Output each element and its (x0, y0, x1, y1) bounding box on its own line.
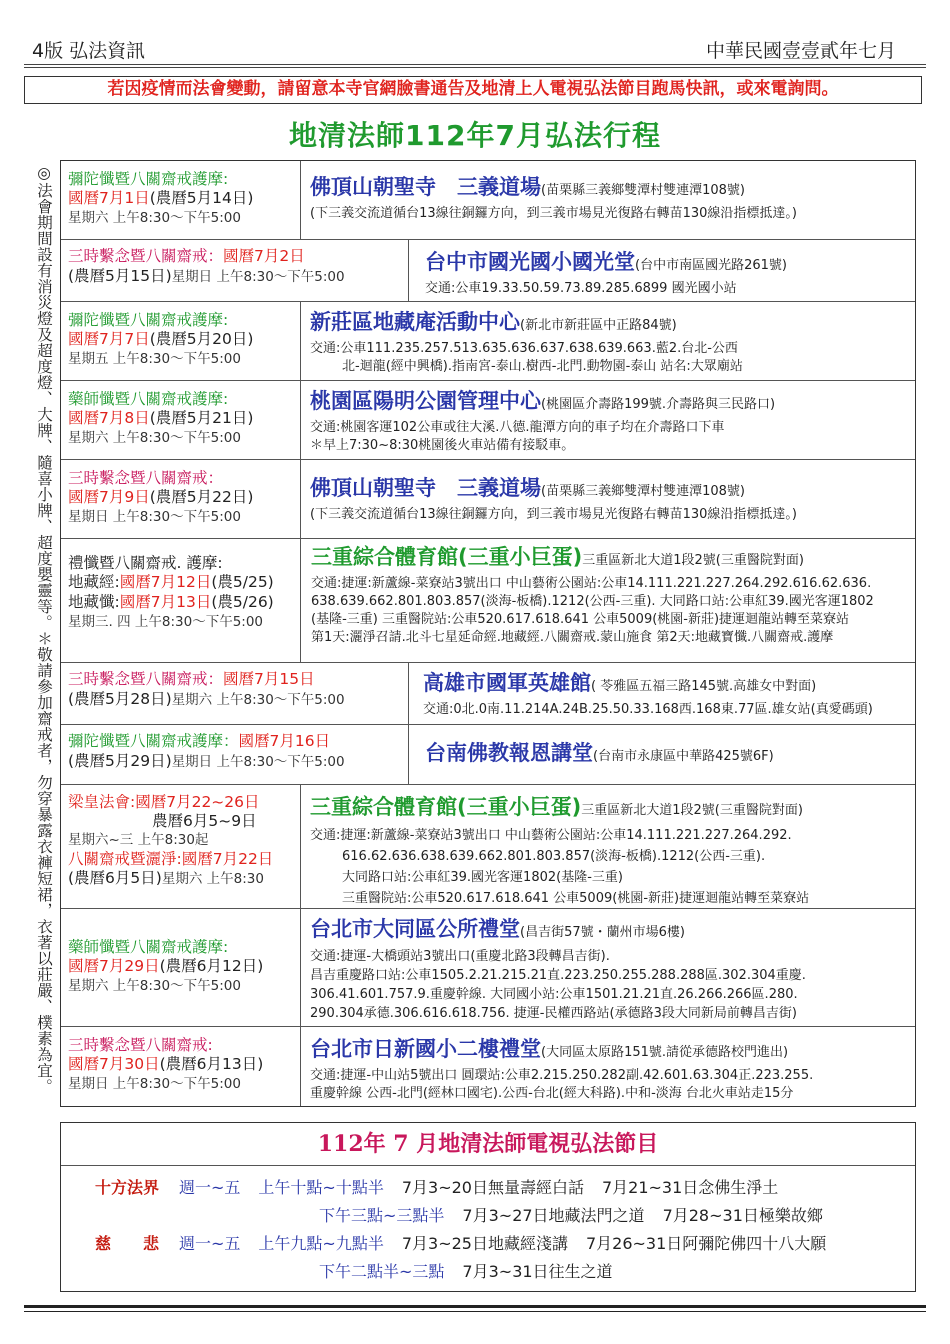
venue-name: 佛頂山朝聖寺 三義道場 (310, 175, 541, 199)
event-info (61, 663, 409, 724)
tv-days: 週一~五 (179, 1178, 241, 1197)
venue-address: (昌吉街57號・蘭州市場6樓) (520, 925, 685, 940)
event-label: 禮懺暨八關齋戒. 護摩: (68, 554, 223, 572)
tv-time: 上午九點~九點半 (258, 1234, 384, 1253)
venue-address: (苗栗縣三義鄉雙潭村雙連潭108號) (541, 183, 745, 198)
schedule-row (61, 909, 915, 1027)
event-date: 國曆7月30日 (68, 1055, 160, 1073)
venue-address: 三重區新北大道1段2號(三重醫院對面) (582, 553, 804, 568)
venue-name: 桃園區陽明公園管理中心 (310, 389, 541, 413)
venue-info (301, 909, 915, 1026)
event-label: 彌陀懺暨八關齋戒護摩: (68, 311, 229, 329)
tv-program-row (95, 1202, 915, 1230)
event-lunar: (農曆5月15日) (68, 267, 172, 285)
venue-address: (台中市南區國光路261號) (635, 258, 787, 273)
venue-info (409, 240, 915, 301)
venue-name: 三重綜合體育館(三重小巨蛋) (310, 795, 582, 819)
venue-info (301, 460, 915, 538)
event-sub-name: 地藏懺: (68, 593, 120, 611)
tv-program: 7月3~25日地藏經淺講 (401, 1234, 568, 1253)
transport-line: 北-迴龍(經中興橋).指南宮-泰山.樹西-北門.動物園-泰山 站名:大眾廟站 (342, 359, 743, 374)
venue-info (301, 539, 915, 662)
event-label: 三時繫念暨八關齋戒： (68, 247, 224, 265)
transport-line: 三重醫院站:公車520.617.618.641 公車5009(桃園-新莊)捷運迴龍站轉至菜寮站 (342, 891, 810, 906)
side-note: ◎法會期間設有消災燈及超度燈、大牌、隨喜小牌、超度嬰靈等。＊敬請參加齋戒者，勿穿暴露衣褲短裙，衣著以莊嚴、樸素為宜。 (35, 164, 53, 1095)
event-date: 國曆7月9日 (68, 488, 150, 506)
schedule-row (61, 785, 915, 909)
page-title: 地清法師112年7月弘法行程 (289, 119, 661, 152)
venue-address: (大同區太原路151號.請從承德路校門進出) (541, 1045, 789, 1060)
venue-name: 台北市大同區公所禮堂 (310, 917, 520, 941)
notice-banner: 若因疫情而法會變動，請留意本寺官網臉書通告及地清上人電視弘法節目跑馬快訊，或來電詢問。 (24, 76, 922, 104)
event-lunar: (農曆6月5日) (68, 869, 162, 887)
transport-line: ＊早上7:30~8:30桃園後火車站備有接駁車。 (310, 438, 575, 453)
event-time: 星期五 上午8:30～下午5:00 (68, 351, 241, 367)
event-label: 三時繫念暨八關齋戒： (68, 670, 224, 688)
event-time: 星期日 上午8:30～下午5:00 (68, 509, 241, 525)
schedule-row (61, 460, 915, 539)
schedule-row (61, 539, 915, 663)
transport-line: 交通:0北.0南.11.214A.24B.25.50.33.168西.168東.77區.雄女站(真愛碼頭) (423, 702, 873, 717)
event-info (61, 302, 301, 380)
tv-program-row (95, 1230, 915, 1258)
event-info (61, 539, 301, 662)
tv-days: 週一~五 (179, 1234, 241, 1253)
schedule-row (61, 725, 915, 785)
event-time: 星期六~三 上午8:30起 (68, 832, 209, 848)
event-time: 星期三. 四 上午8:30～下午5:00 (68, 614, 264, 630)
event-sub-name: 地藏經: (68, 573, 120, 591)
tv-time: 下午二點半~三點 (319, 1262, 445, 1281)
venue-info (301, 785, 915, 908)
event-label: 藥師懺暨八關齋戒護摩: (68, 390, 229, 408)
tv-program-title: 112年 7 月地清法師電視弘法節目 (61, 1123, 915, 1166)
transport-line: 重慶幹線 公西-北門(經林口國宅).公西-台北(經大科路).中和-淡海 台北火車站走15分 (310, 1086, 794, 1101)
event-info (61, 161, 301, 239)
venue-name: 高雄市國軍英雄館 (423, 671, 591, 695)
event-lunar: (農曆6月13日) (159, 1055, 264, 1073)
event-time: 星期六 上午8:30～下午5:00 (171, 692, 345, 708)
venue-name: 三重綜合體育館(三重小巨蛋) (311, 545, 583, 569)
venue-name: 台中市國光國小國光堂 (425, 250, 635, 274)
tv-channel-name: 十方法界 (95, 1178, 160, 1197)
tv-time: 上午十點~十點半 (258, 1178, 384, 1197)
event-time: 星期六 上午8:30 (161, 871, 264, 887)
header-divider-inner (24, 67, 926, 68)
transport-line: 交通:公車111.235.257.513.635.636.637.638.639.663.藍2.台北-公西 (310, 341, 738, 356)
issue-date: 中華民國壹壹貳年七月 (705, 40, 896, 62)
venue-name: 新莊區地藏庵活動中心 (310, 310, 520, 334)
transport-line: 交通:公車19.33.50.59.73.89.285.6899 國光國小站 (425, 281, 737, 296)
venue-address: (苗栗縣三義鄉雙潭村雙連潭108號) (541, 484, 745, 499)
venue-address: (桃園區介壽路199號.介壽路與三民路口) (541, 397, 776, 412)
event-lunar: (農曆5月20日) (149, 330, 254, 348)
tv-program: 7月3~20日無量壽經白話 (401, 1178, 584, 1197)
footer-rule (24, 1305, 926, 1308)
event-label: 梁皇法會:國曆7月22~26日 (68, 793, 260, 811)
tv-program: 7月26~31日阿彌陀佛四十八大願 (585, 1234, 827, 1253)
page-section-label: 4版 弘法資訊 (32, 40, 146, 62)
event-lunar: (農曆5月28日) (68, 690, 172, 708)
transport-line: 昌吉重慶路口站:公車1505.2.21.215.21直.223.250.255.288.288區.302.304重慶. (310, 968, 806, 983)
venue-address: 三重區新北大道1段2號(三重醫院對面) (581, 803, 803, 818)
venue-address: ( 苓雅區五福三路145號.高雄女中對面) (591, 679, 817, 694)
event-date: 國曆7月2日 (223, 247, 305, 265)
schedule-row (61, 161, 915, 240)
venue-info (301, 1027, 915, 1106)
event-label: 彌陀懺暨八關齋戒護摩： (68, 732, 239, 750)
event-time: 星期六 上午8:30～下午5:00 (68, 210, 241, 226)
venue-name: 台北市日新國小二樓禮堂 (310, 1037, 541, 1061)
event-date: 國曆7月13日 (119, 593, 212, 611)
transport-line: (基隆-三重) 三重醫院站:公車520.617.618.641 公車5009(桃園-新莊)捷運迴龍站轉至菜寮站 (311, 612, 850, 627)
event-lunar: (農曆5月22日) (149, 488, 254, 506)
event-date: 國曆7月7日 (68, 330, 150, 348)
venue-info (409, 663, 915, 724)
tv-program: 7月3~27日地藏法門之道 (462, 1206, 645, 1225)
event-label: 藥師懺暨八關齋戒護摩: (68, 938, 229, 956)
event-info (61, 381, 301, 459)
transport-line: 交通:捷運:新蘆線-菜寮站3號出口 中山藝術公園站:公車14.111.221.227.264.292. (310, 828, 792, 843)
tv-program-list (61, 1166, 915, 1286)
event-time: 星期六 上午8:30～下午5:00 (68, 430, 241, 446)
schedule-row (61, 1027, 915, 1106)
venue-address: (台南市永康區中華路425號6F) (593, 749, 774, 764)
tv-program: 7月3~31日往生之道 (462, 1262, 613, 1281)
event-time: 星期六 上午8:30～下午5:00 (68, 978, 241, 994)
event-time: 星期日 上午8:30～下午5:00 (171, 754, 345, 770)
event-lunar: (農曆5月14日) (149, 189, 254, 207)
event-info (61, 460, 301, 538)
venue-info (301, 302, 915, 380)
transport-line: 交通:捷運:新蘆線-菜寮站3號出口 中山藝術公園站:公車14.111.221.227.264.292.616.62.636. (311, 576, 872, 591)
schedule-table (60, 160, 916, 1107)
tv-program: 7月21~31日念佛生淨土 (601, 1178, 779, 1197)
venue-name: 佛頂山朝聖寺 三義道場 (310, 476, 541, 500)
event-label: 三時繫念暨八關齋戒: (68, 1036, 213, 1054)
footer-rule-thin (24, 1311, 926, 1312)
event-date: 國曆7月29日 (68, 957, 160, 975)
event-label: 三時繫念暨八關齋戒： (68, 469, 224, 487)
transport-line: (下三義交流道循台13線往銅鑼方向，到三義市場見光復路右轉苗130線沿指標抵達。) (310, 507, 797, 522)
event-info (61, 909, 301, 1026)
event-date: 國曆7月8日 (68, 409, 150, 427)
schedule-row (61, 381, 915, 460)
event-info (61, 240, 409, 301)
transport-line: 交通:桃園客運102公車或往大溪.八德.龍潭方向的車子均在介壽路口下車 (310, 420, 725, 435)
event-info (61, 725, 409, 784)
event-label: 彌陀懺暨八關齋戒護摩: (68, 170, 229, 188)
tv-program-row (95, 1258, 915, 1286)
event-lunar: (農曆5月29日) (68, 752, 172, 770)
transport-line: 306.41.601.757.9.重慶幹線. 大同國小站:公車1501.21.21直.26.266.266區.280. (310, 987, 798, 1002)
event-date: 國曆7月16日 (238, 732, 331, 750)
venue-name: 台南佛教報恩講堂 (425, 741, 593, 765)
schedule-row (61, 302, 915, 381)
event-label: 八關齋戒暨灑淨:國曆7月22日 (68, 850, 274, 868)
schedule-row (61, 663, 915, 725)
transport-line: 交通:捷運-大橋頭站3號出口(重慶北路3段轉昌吉街). (310, 949, 610, 964)
event-lunar: 農曆6月5~9日 (152, 812, 257, 830)
event-info (61, 1027, 301, 1106)
transport-line: 290.304承德.306.616.618.756. 捷運-民權西路站(承德路3段大同新局前轉昌吉街) (310, 1006, 797, 1021)
event-time: 星期日 上午8:30～下午5:00 (171, 269, 345, 285)
venue-info (409, 725, 915, 784)
venue-address: (新北市新莊區中正路84號) (520, 318, 677, 333)
tv-program-row (95, 1174, 915, 1202)
transport-line: (下三義交流道循台13線往銅鑼方向，到三義市場見光復路右轉苗130線沿指標抵達。) (310, 206, 797, 221)
schedule-row (61, 240, 915, 302)
program-line: 第1天:灑淨召請.北斗七星延命經.地藏經.八關齋戒.蒙山施食 第2天:地藏寶懺.八關齋戒.護摩 (311, 630, 834, 645)
venue-info (301, 381, 915, 459)
tv-channel-name: 慈 悲 (95, 1234, 160, 1253)
venue-info (301, 161, 915, 239)
event-time: 星期日 上午8:30～下午5:00 (68, 1076, 241, 1092)
event-date: 國曆7月1日 (68, 189, 150, 207)
event-lunar: (農曆6月12日) (159, 957, 264, 975)
transport-line: 616.62.636.638.639.662.801.803.857(淡海-板橋).1212(公西-三重). (342, 849, 766, 864)
event-lunar: (農5/26) (211, 593, 274, 611)
event-lunar: (農曆5月21日) (149, 409, 254, 427)
header-divider (24, 64, 926, 65)
tv-time: 下午三點~三點半 (319, 1206, 445, 1225)
event-lunar: (農5/25) (211, 573, 274, 591)
transport-line: 交通:捷運-中山站5號出口 圓環站:公車2.215.250.282副.42.601.63.304正.223.255. (310, 1068, 814, 1083)
event-info (61, 785, 301, 908)
event-date: 國曆7月12日 (119, 573, 212, 591)
transport-line: 大同路口站:公車紅39.國光客運1802(基隆-三重) (342, 870, 623, 885)
event-date: 國曆7月15日 (223, 670, 315, 688)
tv-program-box (60, 1122, 916, 1292)
transport-line: 638.639.662.801.803.857(淡海-板橋).1212(公西-三重). 大同路口站:公車紅39.國光客運1802 (311, 594, 874, 609)
tv-program: 7月28~31日極樂故鄉 (662, 1206, 823, 1225)
